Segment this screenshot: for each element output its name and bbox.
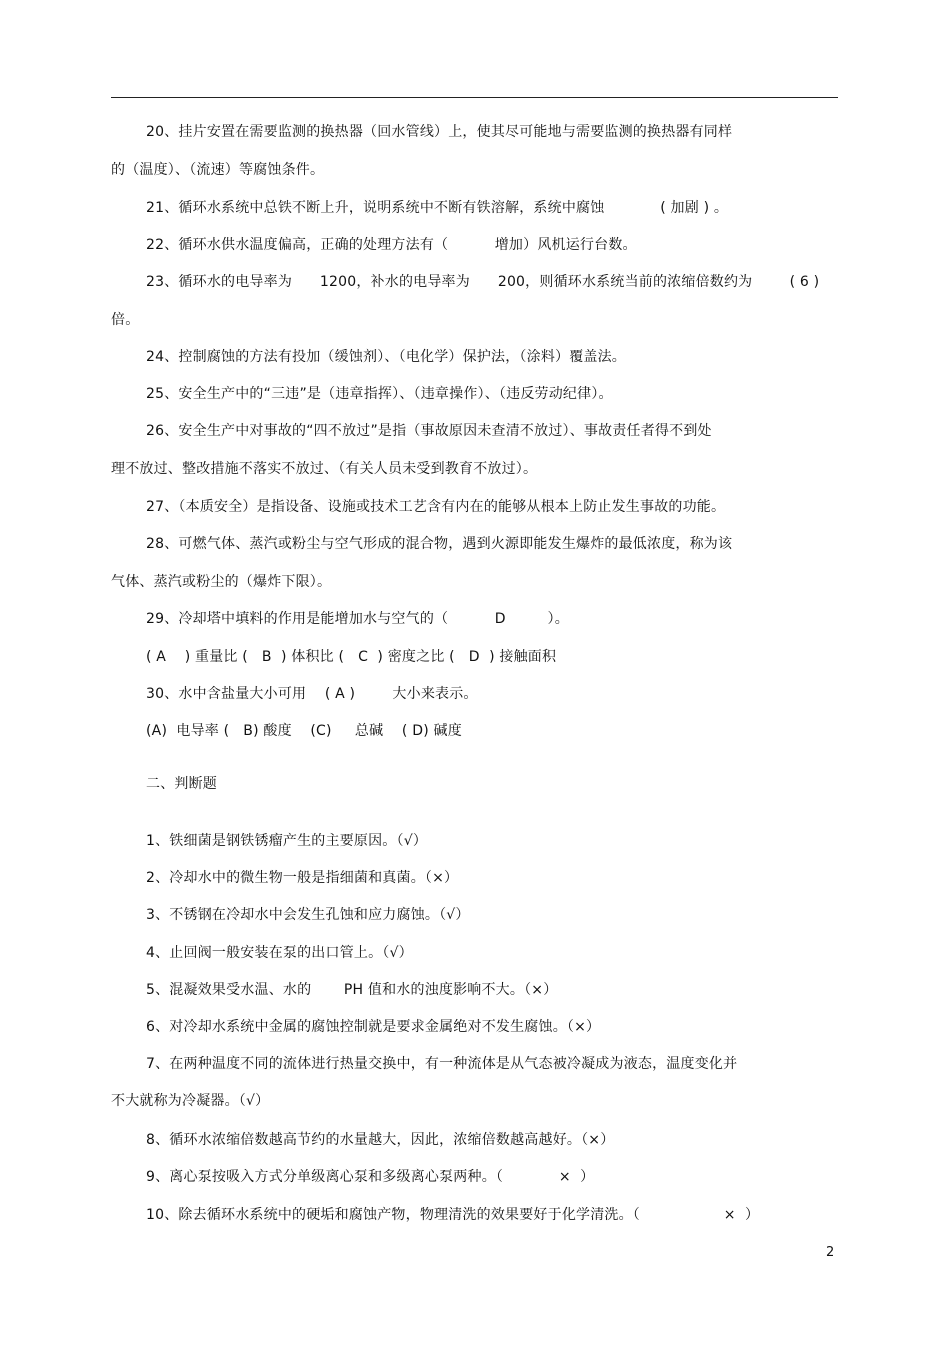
q20-line2: 的（温度）、（流速）等腐蚀条件。 — [111, 162, 325, 178]
q29-options: ( A ) 重量比 ( B ) 体积比 ( C ) 密度之比 ( D ) 接触面积 — [146, 649, 557, 665]
section-title: 二、判断题 — [146, 776, 217, 792]
judge-4: 4、止回阀一般安装在泵的出口管上。（√） — [146, 945, 413, 961]
q27: 27、（本质安全）是指设备、设施或技术工艺含有内在的能够从根本上防止发生事故的功能。 — [146, 499, 726, 515]
q25: 25、安全生产中的“三违”是（违章指挥）、（违章操作）、（违反劳动纪律）。 — [146, 386, 613, 402]
judge-7-line1: 7、在两种温度不同的流体进行热量交换中，有一种流体是从气态被冷凝成为液态，温度变化并 — [146, 1056, 738, 1072]
q24: 24、控制腐蚀的方法有投加（缓蚀剂）、（电化学）保护法，（涂料）覆盖法。 — [146, 349, 627, 365]
q30-options: (A) 电导率 ( B) 酸度 (C) 总碱 ( D) 碱度 — [146, 723, 462, 739]
judge-8: 8、循环水浓缩倍数越高节约的水量越大，因此，浓缩倍数越高越好。（×） — [146, 1132, 615, 1148]
q26-line2: 理不放过、整改措施不落实不放过、（有关人员未受到教育不放过）。 — [111, 461, 538, 477]
q28-line1: 28、可燃气体、蒸汽或粉尘与空气形成的混合物，遇到火源即能发生爆炸的最低浓度，称为该 — [146, 536, 733, 552]
header-rule — [111, 97, 838, 98]
q20-line1: 20、挂片安置在需要监测的换热器（回水管线）上，使其尽可能地与需要监测的换热器有同样 — [146, 124, 733, 140]
judge-1: 1、铁细菌是钢铁锈瘤产生的主要原因。（√） — [146, 833, 428, 849]
judge-7-line2: 不大就称为冷凝器。（√） — [111, 1093, 270, 1109]
q23-line1: 23、循环水的电导率为 1200，补水的电导率为 200，则循环水系统当前的浓缩倍数约为 ( 6 ) — [146, 274, 820, 290]
judge-5: 5、混凝效果受水温、水的 PH 值和水的浊度影响不大。（×） — [146, 982, 558, 998]
page-number: 2 — [826, 1245, 835, 1260]
judge-2: 2、冷却水中的微生物一般是指细菌和真菌。（×） — [146, 870, 459, 886]
q29: 29、冷却塔中填料的作用是能增加水与空气的（ D ）。 — [146, 611, 569, 627]
judge-9: 9、离心泵按吸入方式分单级离心泵和多级离心泵两种。（ × ） — [146, 1169, 595, 1185]
q21: 21、循环水系统中总铁不断上升，说明系统中不断有铁溶解，系统中腐蚀 ( 加剧 ) 。 — [146, 200, 729, 216]
q30: 30、水中含盐量大小可用 ( A ) 大小来表示。 — [146, 686, 478, 702]
judge-10: 10、除去循环水系统中的硬垢和腐蚀产物，物理清洗的效果要好于化学清洗。（ × ） — [146, 1207, 760, 1223]
q26-line1: 26、安全生产中对事故的“四不放过”是指（事故原因未查清不放过）、事故责任者得不到处 — [146, 423, 712, 439]
judge-3: 3、不锈钢在冷却水中会发生孔蚀和应力腐蚀。（√） — [146, 907, 470, 923]
q23-line2: 倍。 — [111, 312, 140, 328]
q22: 22、循环水供水温度偏高，正确的处理方法有（ 增加）风机运行台数。 — [146, 237, 637, 253]
judge-6: 6、对冷却水系统中金属的腐蚀控制就是要求金属绝对不发生腐蚀。（×） — [146, 1019, 601, 1035]
q28-line2: 气体、蒸汽或粉尘的（爆炸下限）。 — [111, 574, 332, 590]
